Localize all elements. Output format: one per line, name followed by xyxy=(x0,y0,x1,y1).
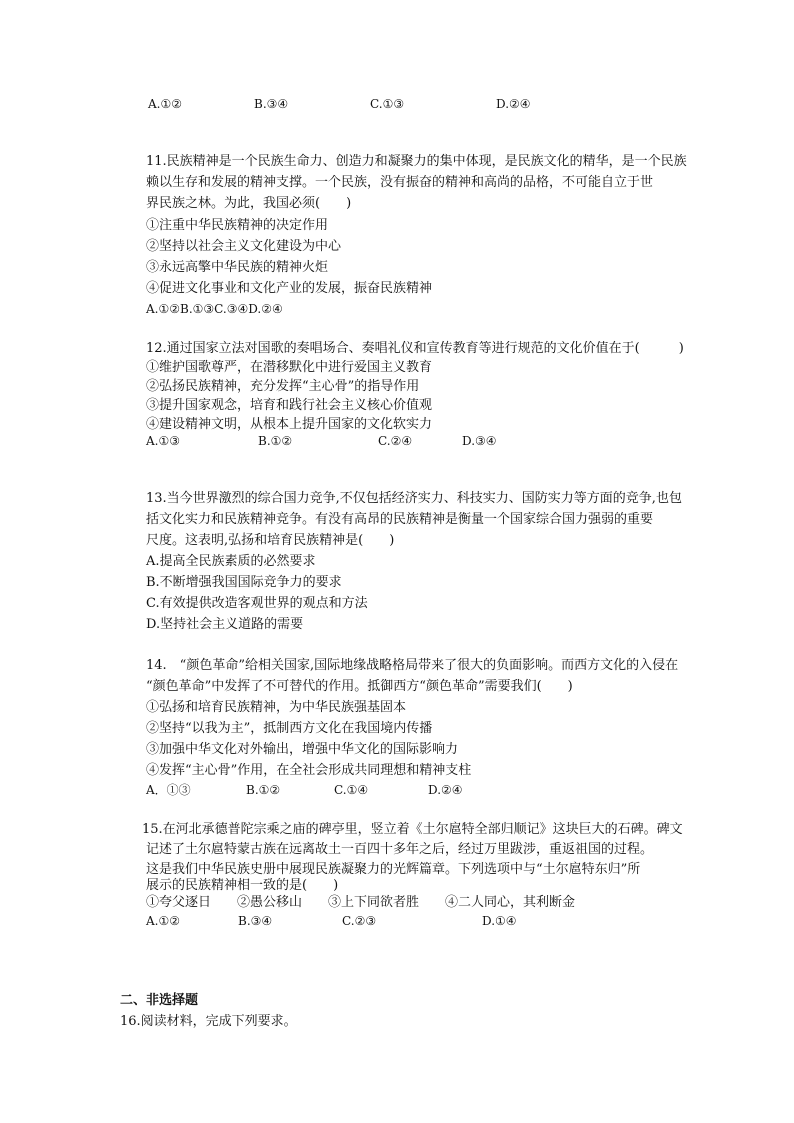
q14-stem-line-1: 14. “颜色革命”给相关国家,国际地缘战略格局带来了很大的负面影响。而西方文化的入侵在 xyxy=(146,658,679,673)
q15-stem-line-1: 15.在河北承德普陀宗乘之庙的碑亭里，竖立着《土尔扈特全部归顺记》这块巨大的石碑。碑文 xyxy=(142,822,683,837)
q10-option-d[interactable]: D.②④ xyxy=(496,97,531,111)
q14-item-2: ②坚持“以我为主”，抵制西方文化在我国境内传播 xyxy=(146,721,433,736)
q12-item-2: ②弘扬民族精神，充分发挥“主心骨”的指导作用 xyxy=(146,379,420,394)
q14-option-c[interactable]: C.①④ xyxy=(334,783,369,797)
q14-stem-line-2: “颜色革命”中发挥了不可替代的作用。抵御西方“颜色革命”需要我们( ) xyxy=(146,679,573,694)
q12-stem: 12.通过国家立法对国歌的奏唱场合、奏唱礼仪和宣传教育等进行规范的文化价值在于( ) xyxy=(146,341,684,356)
q10-option-b[interactable]: B.③④ xyxy=(254,97,289,111)
q11-item-2: ②坚持以社会主义文化建设为中心 xyxy=(146,239,342,254)
q16-stem: 16.阅读材料，完成下列要求。 xyxy=(120,1014,297,1029)
q14-option-b[interactable]: B.①② xyxy=(246,783,281,797)
q10-option-a[interactable]: A.①② xyxy=(148,97,182,111)
q12-option-a[interactable]: A.①③ xyxy=(146,434,180,448)
q11-item-3: ③永远高擎中华民族的精神火炬 xyxy=(146,260,329,275)
q15-stem-line-2: 记述了土尔扈特蒙古族在远离故土一百四十多年之后，经过万里跋涉，重返祖国的过程。 xyxy=(146,842,654,857)
q11-stem-line-1: 11.民族精神是一个民族生命力、创造力和凝聚力的集中体现，是民族文化的精华，是一个民族 xyxy=(146,154,687,169)
q13-stem-line-2: 括文化实力和民族精神竞争。有没有高昂的民族精神是衡量一个国家综合国力强弱的重要 xyxy=(146,512,654,527)
q12-item-1: ①维护国歌尊严，在潜移默化中进行爱国主义教育 xyxy=(146,360,433,375)
q13-stem-line-1: 13.当今世界激烈的综合国力竞争,不仅包括经济实力、科技实力、国防实力等方面的竞争,也包 xyxy=(146,491,682,506)
q13-option-b[interactable]: B.不断增强我国国际竞争力的要求 xyxy=(146,575,342,590)
q14-item-3: ③加强中华文化对外输出，增强中华文化的国际影响力 xyxy=(146,742,459,757)
q15-option-d[interactable]: D.①④ xyxy=(482,914,517,928)
q10-option-c[interactable]: C.①③ xyxy=(370,97,405,111)
q14-item-4: ④发挥“主心骨”作用，在全社会形成共同理想和精神支柱 xyxy=(146,763,472,778)
q11-item-4: ④促进文化事业和文化产业的发展，振奋民族精神 xyxy=(146,281,433,296)
q12-option-d[interactable]: D.③④ xyxy=(462,434,497,448)
section-heading: 二、非选择题 xyxy=(120,993,199,1008)
q14-options xyxy=(146,781,706,799)
q15-option-c[interactable]: C.②③ xyxy=(342,914,377,928)
q15-stem-line-3: 这是我们中华民族史册中展现民族凝聚力的光辉篇章。下列选项中与“土尔扈特东归”所 xyxy=(146,862,641,877)
q13-option-a[interactable]: A.提高全民族素质的必然要求 xyxy=(146,554,316,569)
q12-item-4: ④建设精神文明，从根本上提升国家的文化软实力 xyxy=(146,417,433,432)
q12-option-b[interactable]: B.①② xyxy=(258,434,293,448)
q14-item-1: ①弘扬和培育民族精神，为中华民族强基固本 xyxy=(146,700,407,715)
q13-stem-line-3: 尺度。这表明,弘扬和培育民族精神是( ) xyxy=(146,533,395,548)
q11-options[interactable]: A.①②B.①③C.③④D.②④ xyxy=(146,302,283,316)
q11-item-1: ①注重中华民族精神的决定作用 xyxy=(146,218,329,233)
q14-option-a[interactable]: A．①③ xyxy=(146,783,191,797)
q12-options xyxy=(146,432,706,450)
q10-options xyxy=(148,95,708,113)
q15-option-b[interactable]: B.③④ xyxy=(238,914,273,928)
q13-option-d[interactable]: D.坚持社会主义道路的需要 xyxy=(146,617,304,632)
q15-items: ①夸父逐日 ②愚公移山 ③上下同欲者胜 ④二人同心，其利断金 xyxy=(146,895,576,910)
q15-stem-line-4: 展示的民族精神相一致的是( ) xyxy=(146,878,339,893)
q12-item-3: ③提升国家观念，培育和践行社会主义核心价值观 xyxy=(146,398,433,413)
q15-option-a[interactable]: A.①② xyxy=(146,914,180,928)
q13-option-c[interactable]: C.有效提供改造客观世界的观点和方法 xyxy=(146,596,368,611)
q12-option-c[interactable]: C.②④ xyxy=(378,434,413,448)
q11-stem-line-2: 赖以生存和发展的精神支撑。一个民族，没有振奋的精神和高尚的品格，不可能自立于世 xyxy=(146,175,654,190)
q11-stem-line-3: 界民族之林。为此，我国必须( ) xyxy=(146,196,352,211)
q14-option-d[interactable]: D.②④ xyxy=(428,783,463,797)
q15-options xyxy=(146,912,706,930)
